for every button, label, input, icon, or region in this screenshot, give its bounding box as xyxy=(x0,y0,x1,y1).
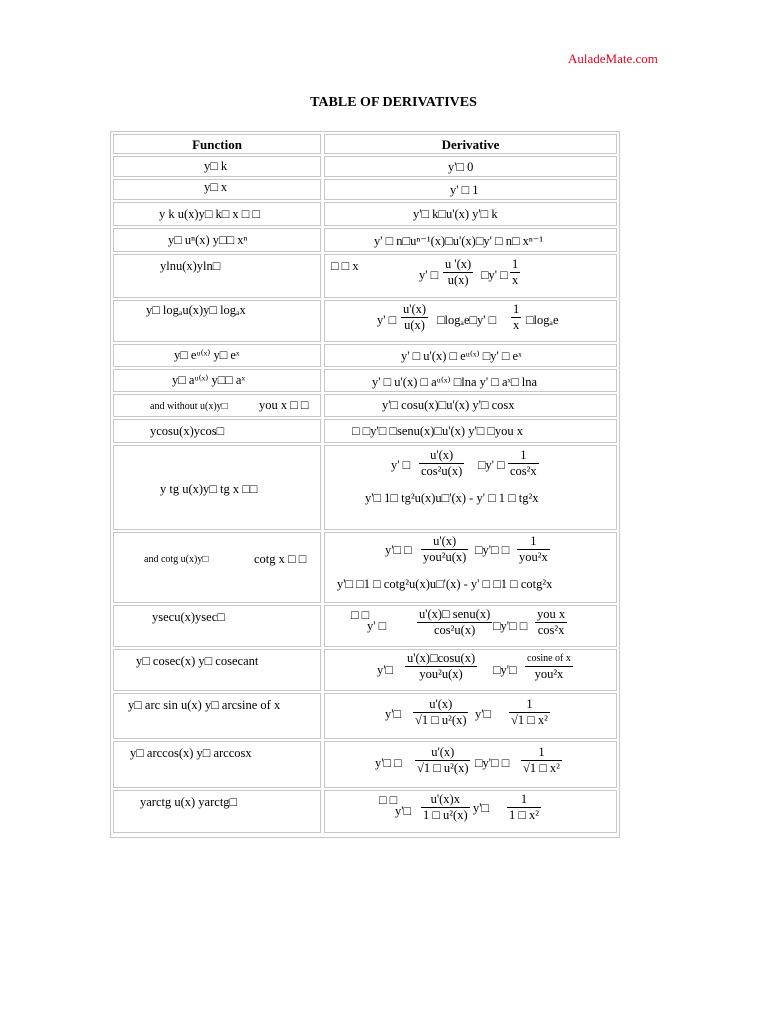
derivative-cell xyxy=(324,605,617,647)
derivative-text: □ □ xyxy=(351,608,370,622)
table-row xyxy=(113,156,617,177)
denominator: cos²u(x) xyxy=(434,623,476,637)
derivative-text: y' □ 1 xyxy=(450,183,479,197)
function-text: ysecu(x)ysec□ xyxy=(152,610,225,624)
function-text: yarctg u(x) yarctg□ xyxy=(140,795,238,809)
fraction xyxy=(413,697,468,728)
derivative-cell xyxy=(324,394,617,417)
fraction xyxy=(507,792,541,823)
derivative-text: y'□ cosu(x)□u'(x) y'□ cosx xyxy=(382,398,515,412)
derivative-text: □ □ x xyxy=(331,259,359,273)
derivative-text: y' □ xyxy=(391,458,411,472)
derivative-cell xyxy=(324,156,617,177)
denominator: cos²u(x) xyxy=(421,464,463,478)
derivative-text: y'□ □ xyxy=(385,543,412,557)
derivative-text: □y'□ □ xyxy=(475,543,510,557)
fraction xyxy=(510,257,520,288)
table-row xyxy=(113,344,617,367)
function-text: y□ eᵘ⁽ˣ⁾ y□ eˣ xyxy=(174,348,240,362)
denominator: cos²x xyxy=(537,623,565,637)
function-cell xyxy=(113,605,321,647)
numerator: you x xyxy=(537,607,566,621)
function-text: cotg x □ □ xyxy=(254,552,307,566)
numerator: 1 xyxy=(512,257,519,271)
fraction xyxy=(509,697,550,728)
table-row xyxy=(113,419,617,443)
function-cell xyxy=(113,790,321,833)
table-row xyxy=(113,693,617,739)
numerator: u '(x) xyxy=(445,257,472,271)
function-cell xyxy=(113,369,321,392)
derivative-text: y'□ 1□ tg²u(x)u□'(x) - y' □ 1 □ tg²x xyxy=(365,491,539,505)
table-row xyxy=(113,394,617,417)
derivative-cell xyxy=(324,445,617,530)
derivative-cell xyxy=(324,254,617,298)
derivative-cell xyxy=(324,693,617,739)
function-text: y□ uⁿ(x) y□□ xⁿ xyxy=(168,233,248,247)
numerator: u'(x) xyxy=(413,697,468,713)
fraction xyxy=(525,651,573,682)
derivative-cell xyxy=(324,369,617,392)
derivative-text: □y' □ xyxy=(478,458,505,472)
fraction xyxy=(521,745,562,776)
derivative-text: y' □ xyxy=(377,313,397,327)
function-cell xyxy=(113,649,321,691)
derivative-cell xyxy=(324,179,617,200)
function-cell xyxy=(113,254,321,298)
numerator: cosine of x xyxy=(525,651,573,667)
numerator: 1 xyxy=(507,792,541,808)
denominator: √1 □ u²(x) xyxy=(417,761,469,775)
function-cell xyxy=(113,693,321,739)
table-row xyxy=(113,790,617,833)
fraction xyxy=(508,448,539,479)
derivative-text: y' □ xyxy=(419,268,439,282)
fraction xyxy=(419,448,464,479)
derivative-text: y'□ xyxy=(377,663,394,677)
site-link[interactable]: AuladeMate.com xyxy=(568,51,658,66)
table-row xyxy=(113,202,617,226)
fraction xyxy=(443,257,473,288)
denominator: √1 □ x² xyxy=(523,761,560,775)
denominator: u(x) xyxy=(404,318,425,332)
derivative-text: □y'□ □ xyxy=(493,619,528,633)
function-text: y k u(x)y□ k□ x □ □ xyxy=(159,207,261,221)
denominator: cos²x xyxy=(510,464,537,478)
derivative-cell xyxy=(324,790,617,833)
derivative-cell xyxy=(324,741,617,788)
denominator: 1 □ u²(x) xyxy=(423,808,468,822)
function-cell xyxy=(113,228,321,252)
table-row xyxy=(113,605,617,647)
fraction xyxy=(517,534,550,565)
function-text: y□ logₐu(x)y□ logₐx xyxy=(146,303,246,317)
table-row xyxy=(113,254,617,298)
denominator: x xyxy=(513,318,520,332)
fraction xyxy=(415,745,470,776)
function-text: ylnu(x)yln□ xyxy=(160,259,221,273)
numerator: u'(x)□cosu(x) xyxy=(407,651,476,665)
table-row xyxy=(113,649,617,691)
numerator: 1 xyxy=(508,448,539,464)
fraction xyxy=(511,302,521,333)
derivative-cell xyxy=(324,649,617,691)
denominator: √1 □ u²(x) xyxy=(415,713,467,727)
derivative-text: □y'□ xyxy=(493,663,517,677)
table-row xyxy=(113,445,617,530)
function-cell xyxy=(113,445,321,530)
derivative-text: y' □ n□uⁿ⁻¹(x)□u'(x)□y' □ n□ xⁿ⁻¹ xyxy=(374,234,544,248)
derivative-text: □ □y'□ □senu(x)□u'(x) y'□ □you x xyxy=(352,424,524,438)
function-cell xyxy=(113,394,321,417)
derivative-text: y'□ k□u'(x) y'□ k xyxy=(413,207,498,221)
derivative-cell xyxy=(324,419,617,443)
function-text: y□ aᵘ⁽ˣ⁾ y□□ aˣ xyxy=(172,373,246,387)
table-row xyxy=(113,300,617,342)
function-cell xyxy=(113,300,321,342)
numerator: u'(x) xyxy=(415,745,470,761)
denominator: you²u(x) xyxy=(419,667,463,681)
function-text: y□ x xyxy=(204,180,228,194)
derivative-text: y' □ u'(x) □ aᵘ⁽ˣ⁾ □lna y' □ aˣ□ lna xyxy=(372,375,538,389)
function-text: you x □ □ xyxy=(259,398,309,412)
page-title: TABLE OF DERIVATIVES xyxy=(310,95,477,110)
derivative-text: y'□ □1 □ cotg²u(x)u□'(x) - y' □ □1 □ cotg²x xyxy=(337,577,553,591)
numerator: u'(x)□ senu(x) xyxy=(419,607,491,621)
function-cell xyxy=(113,419,321,443)
fraction xyxy=(417,607,492,638)
numerator: 1 xyxy=(509,697,550,713)
derivative-text: y'□ xyxy=(475,707,492,721)
function-text: and cotg u(x)y□ xyxy=(144,554,209,565)
derivative-text: y'□ xyxy=(473,801,490,815)
derivative-text: y' □ u'(x) □ eᵘ⁽ˣ⁾ □y' □ eˣ xyxy=(401,349,522,363)
derivative-cell xyxy=(324,300,617,342)
denominator: √1 □ x² xyxy=(511,713,548,727)
derivative-text: □ □ xyxy=(379,793,398,807)
derivative-text: y'□ xyxy=(385,707,402,721)
function-text: y□ k xyxy=(204,159,228,173)
function-text: y□ cosec(x) y□ cosecant xyxy=(136,654,259,668)
numerator: u'(x)x xyxy=(421,792,470,808)
denominator: you²x xyxy=(519,550,548,564)
function-text: and without u(x)y□ xyxy=(150,401,228,412)
denominator: you²u(x) xyxy=(423,550,467,564)
denominator: you²x xyxy=(534,667,564,681)
denominator: x xyxy=(512,273,519,287)
fraction xyxy=(535,607,567,638)
table-row xyxy=(113,741,617,788)
numerator: 1 xyxy=(517,534,550,550)
derivative-cell xyxy=(324,344,617,367)
derivative-text: □y'□ □ xyxy=(475,756,510,770)
function-text: y tg u(x)y□ tg x □□ xyxy=(160,482,258,496)
table-row xyxy=(113,228,617,252)
function-cell xyxy=(113,741,321,788)
denominator: u(x) xyxy=(447,273,469,287)
derivative-header: Derivative xyxy=(324,134,617,154)
function-cell xyxy=(113,156,321,177)
function-text: y□ arc sin u(x) y□ arcsine of x xyxy=(128,698,281,712)
derivatives-table xyxy=(110,131,620,838)
numerator: u'(x) xyxy=(403,302,427,316)
derivative-cell xyxy=(324,532,617,603)
fraction xyxy=(421,534,468,565)
denominator: 1 □ x² xyxy=(509,808,540,822)
fraction xyxy=(405,651,477,682)
table-row xyxy=(113,179,617,200)
numerator: u'(x) xyxy=(419,448,464,464)
derivative-text: □logₐe□y' □ xyxy=(437,313,497,327)
derivative-text: □logₐe xyxy=(526,313,559,327)
table-row xyxy=(113,532,617,603)
table-row xyxy=(113,369,617,392)
derivative-text: y'□ □ xyxy=(375,756,402,770)
table-header-row xyxy=(113,134,617,154)
function-cell xyxy=(113,202,321,226)
function-cell xyxy=(113,179,321,200)
derivative-text: y' □ xyxy=(367,619,387,633)
function-cell xyxy=(113,344,321,367)
function-text: y□ arccos(x) y□ arccosx xyxy=(130,746,252,760)
fraction xyxy=(401,302,428,333)
fraction xyxy=(421,792,470,823)
numerator: 1 xyxy=(521,745,562,761)
function-cell xyxy=(113,532,321,603)
derivative-text: y'□ xyxy=(395,804,412,818)
numerator: 1 xyxy=(513,302,520,316)
numerator: u'(x) xyxy=(421,534,468,550)
derivative-cell xyxy=(324,202,617,226)
derivative-text: y'□ 0 xyxy=(448,160,474,174)
derivative-text: □y' □ xyxy=(481,268,508,282)
function-header: Function xyxy=(113,134,321,154)
derivative-cell xyxy=(324,228,617,252)
function-text: ycosu(x)ycos□ xyxy=(150,424,225,438)
